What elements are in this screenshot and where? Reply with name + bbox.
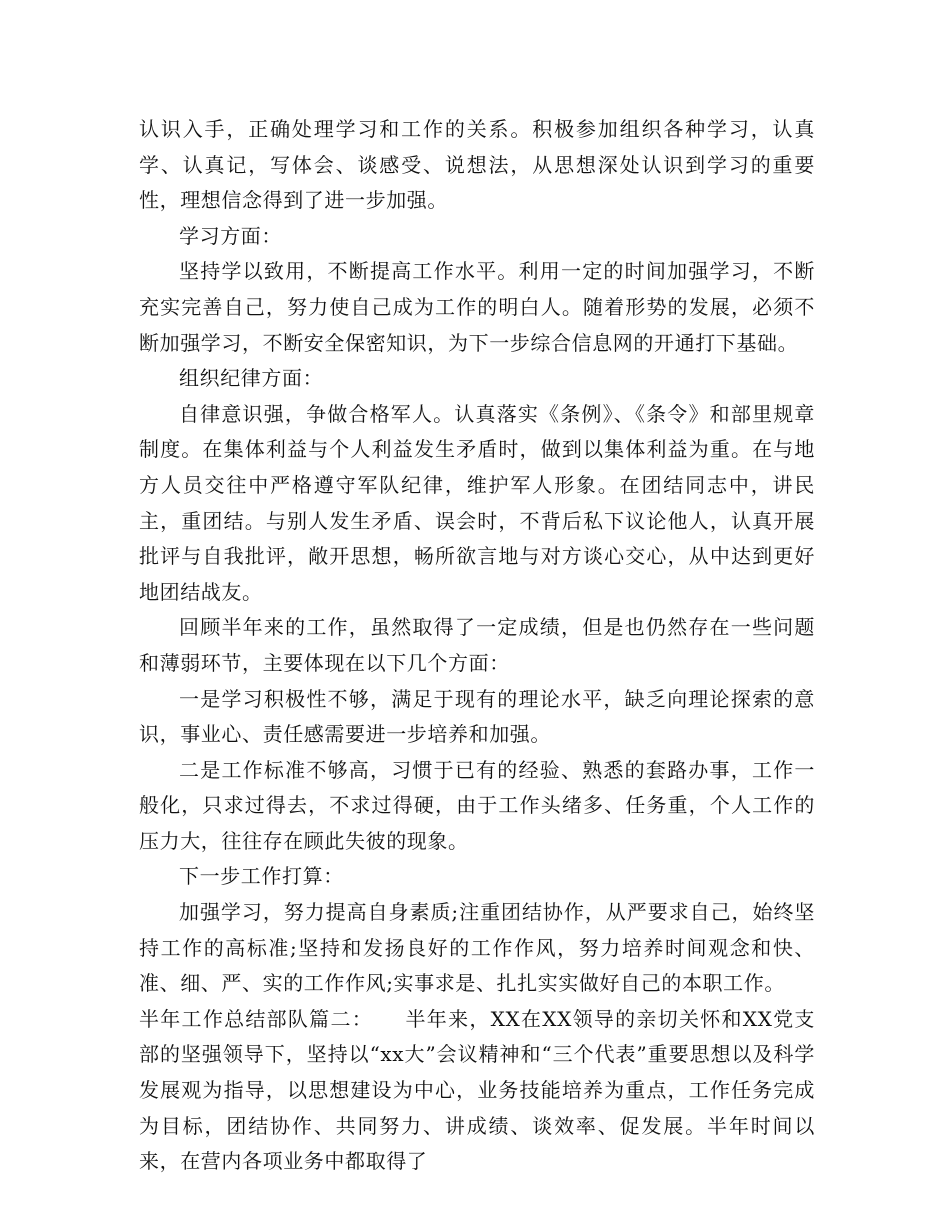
paragraph-part-two: 半年工作总结部队篇二： 半年来，XX在XX领导的亲切关怀和XX党支部的坚强领导下，坚持以“xx大”会议精神和“三个代表”重要思想以及科学发展观为指导，以思想建设为中心，业务技能培养为重点，工作任务完成为目标，团结协作、共同努力、讲成绩、谈效率、促发展。半年时间以来，在营内各项业务中都取得了	[139, 1006, 815, 1174]
document-body	[139, 112, 815, 1180]
heading-discipline-aspect: 组织纪律方面：	[179, 366, 324, 391]
paragraph-review: 回顾半年来的工作，虽然取得了一定成绩，但是也仍然存在一些问题和薄弱环节，主要体现在以下几个方面：	[139, 615, 815, 675]
paragraph-next-plan: 加强学习，努力提高自身素质;注重团结协作，从严要求自己，始终坚持工作的高标准;坚持和发扬良好的工作作风，努力培养时间观念和快、准、细、严、实的工作作风;实事求是、扎扎实实做好自己的本职工作。	[139, 900, 815, 996]
paragraph-problem-two: 二是工作标准不够高，习惯于已有的经验、熟悉的套路办事，工作一般化，只求过得去，不求过得硬，由于工作头绪多、任务重，个人工作的压力大，往往存在顾此失彼的现象。	[139, 757, 815, 853]
heading-study-aspect: 学习方面：	[179, 223, 282, 248]
paragraph-problem-one: 一是学习积极性不够，满足于现有的理论水平，缺乏向理论探索的意识，事业心、责任感需要进一步培养和加强。	[139, 686, 815, 747]
paragraph-discipline-aspect: 自律意识强，争做合格军人。认真落实《条例》、《条令》和部里规章制度。在集体利益与个人利益发生矛盾时，做到以集体利益为重。在与地方人员交往中严格遵守军队纪律，维护军人形象。在团结同志中，讲民主，重团结。与别人发生矛盾、误会时，不背后私下议论他人，认真开展批评与自我批评，敞开思想，畅所欲言地与对方谈心交心，从中达到更好地团结战友。	[139, 401, 815, 604]
paragraph-study-intro: 认识入手，正确处理学习和工作的关系。积极参加组织各种学习，认真学、认真记，写体会、谈感受、说想法，从思想深处认识到学习的重要性，理想信念得到了进一步加强。	[139, 117, 815, 213]
paragraph-study-aspect: 坚持学以致用，不断提高工作水平。利用一定的时间加强学习，不断充实完善自己，努力使自己成为工作的明白人。随着形势的发展，必须不断加强学习，不断安全保密知识，为下一步综合信息网的开通打下基础。	[139, 259, 815, 355]
heading-next-plan: 下一步工作打算：	[179, 864, 344, 889]
